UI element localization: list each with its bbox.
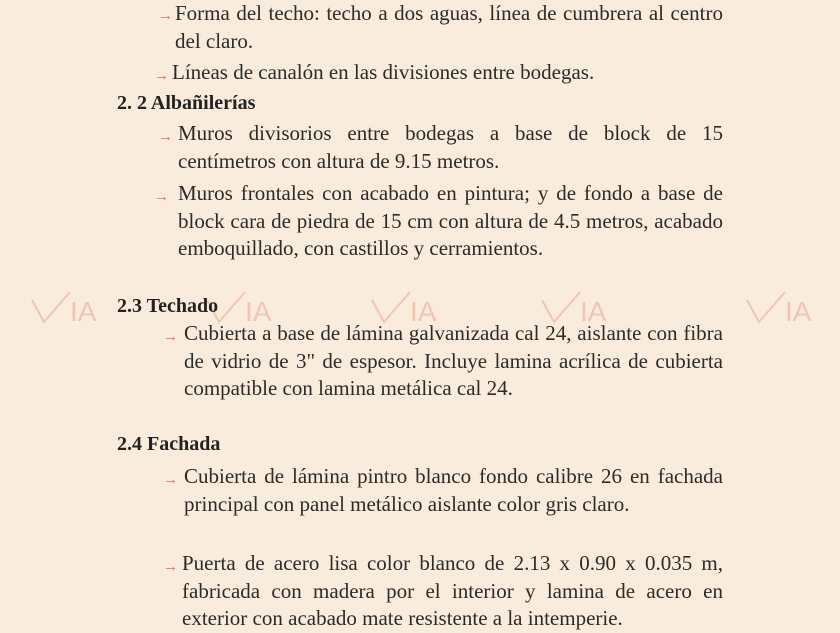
bullet-arrow-icon: → xyxy=(163,329,178,345)
list-item: Cubierta de lámina pintro blanco fondo calibre 26 en fachada principal con panel metálico aislante color gris claro. xyxy=(184,464,723,516)
bullet-arrow-icon: → xyxy=(158,129,173,145)
watermark-text: IA xyxy=(245,296,272,327)
watermark-v-icon xyxy=(745,290,787,326)
section-heading: 2.3 Techado xyxy=(117,295,219,317)
watermark-text: IA xyxy=(785,296,812,327)
section-heading: 2. 2 Albañilerías xyxy=(117,92,256,114)
bullet-arrow-icon: → xyxy=(163,472,178,488)
bullet-arrow-icon: → xyxy=(154,189,169,205)
list-item: Muros divisorios entre bodegas a base de block de 15 centímetros con altura de 9.15 metros. xyxy=(178,121,723,173)
watermark-text: IA xyxy=(410,296,437,327)
list-item: Líneas de canalón en las divisiones entre bodegas. xyxy=(172,60,595,84)
watermark-v-icon xyxy=(30,290,72,326)
bullet-arrow-icon: → xyxy=(163,559,178,575)
bullet-arrow-icon: → xyxy=(154,68,169,84)
bullet-arrow-icon: → xyxy=(158,8,173,24)
watermark xyxy=(745,290,811,326)
list-item: Forma del techo: techo a dos aguas, línea de cumbrera al centro del claro. xyxy=(175,1,723,53)
watermark xyxy=(30,290,96,326)
section-heading: 2.4 Fachada xyxy=(117,433,221,455)
watermark-text: IA xyxy=(580,296,607,327)
list-item: Puerta de acero lisa color blanco de 2.13 x 0.90 x 0.035 m, fabricada con madera por el interior y lamina de acero en exterior con acabado mate resistente a la intemperie. xyxy=(182,551,723,630)
list-item: Cubierta a base de lámina galvanizada cal 24, aislante con fibra de vidrio de 3" de espesor. Incluye lamina acrílica de cubierta compatible con lamina metálica cal 24. xyxy=(184,321,723,400)
watermark-text: IA xyxy=(70,296,97,327)
list-item: Muros frontales con acabado en pintura; y de fondo a base de block cara de piedra de 15 cm con altura de 4.5 metros, acabado emboquillado, con castillos y cerramientos. xyxy=(178,181,723,260)
